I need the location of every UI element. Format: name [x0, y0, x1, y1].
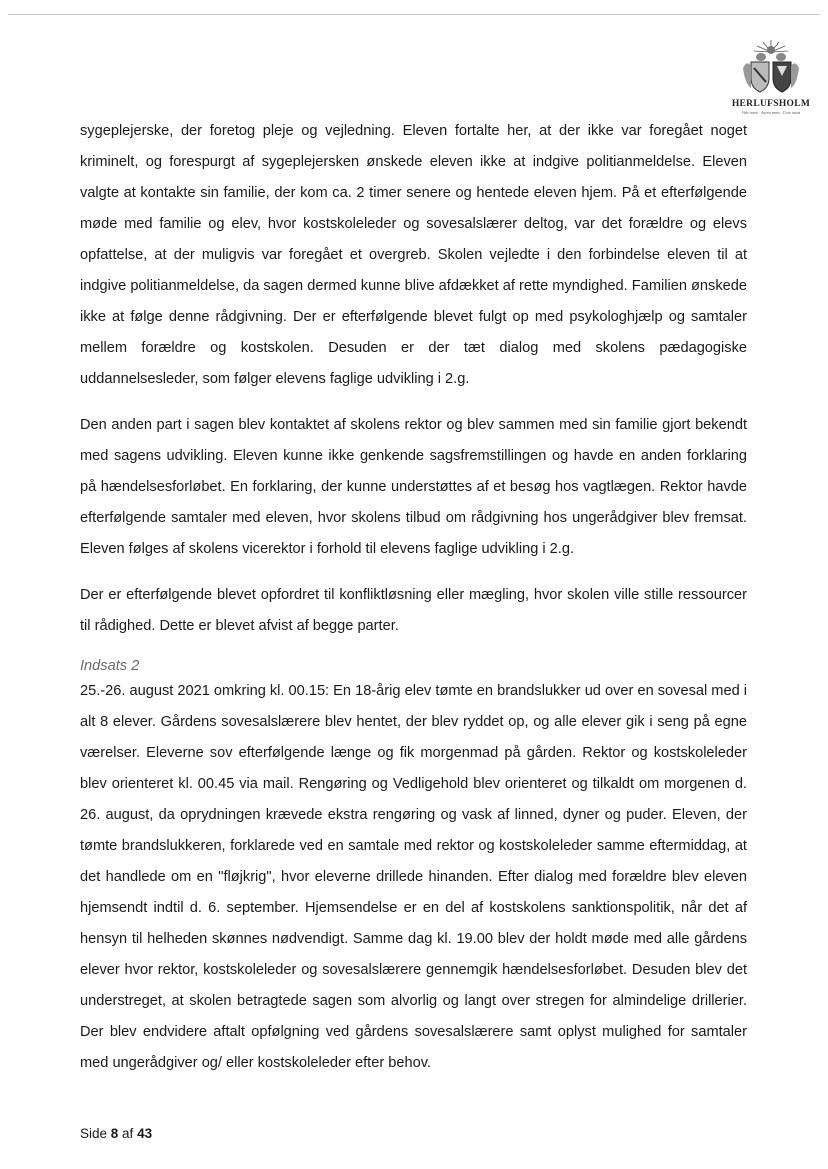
coat-of-arms-icon [739, 38, 803, 98]
logo-motto: Vide mens · Aurea mens · Cave mens [741, 110, 801, 115]
logo-wordmark: HERLUFSHOLM [731, 99, 811, 109]
paragraph-3: Der er efterfølgende blevet opfordret til konfliktløsning eller mægling, hvor skolen ville stille ressourcer til rådighed. Dette er blevet afvist af begge parter. [80, 587, 747, 634]
paragraph-4: 25.-26. august 2021 omkring kl. 00.15: En 18-årig elev tømte en brandslukker ud over en sovesal med i alt 8 elever. Gårdens sovesalslærere blev hentet, der blev ryddet op, og alle elever gik i seng på egne værelser. Eleverne sov efterfølgende længe og fik morgenmad på gården. Rektor og kostskoleleder blev orienteret kl. 00.45 via mail. Rengøring og Vedligehold blev orienteret og tilkaldt om morgenen d. 26. august, da oprydningen krævede ekstra rengøring og vask af linned, dyner og puder. Eleven, der tømte brandslukkeren, forklarede ved en samtale med rektor og kostskoleleder samme eftermiddag, at det handlede om en "fløjkrig", hvor eleverne drillede hinanden. Efter dialog med forældre blev eleven hjemsendt indtil d. 6. september. Hjemsendelse er en del af kostskolens sanktionspolitik, når det af hensyn til helheden skønnes nødvendigt. Samme dag kl. 19.00 blev der holdt møde med alle gårdens elever hvor rektor, kostskoleleder og sovesalslærere gennemgik hændelsesforløbet. Desuden blev det understreget, at skolen betragtede sagen som alvorlig og langt over stregen for almindelige drillerier. Der blev endvidere aftalt opfølgning ved gårdens sovesalslærere samt oplyst mulighed for samtaler med ungerådgiver og/ eller kostskoleleder efter behov. [80, 683, 747, 1071]
total-pages: 43 [137, 1126, 153, 1141]
paragraph-1: sygeplejerske, der foretog pleje og vejledning. Eleven fortalte her, at der ikke var foregået noget kriminelt, og forespurgt af sygeplejersken ønskede eleven ikke at indgive politianmeldelse. Eleven valgte at kontakte sin familie, der kom ca. 2 timer senere og hentede eleven hjem. På et efterfølgende møde med familie og elev, hvor kostskoleleder og sovesalslærer deltog, var det forældre og elevs opfattelse, at der muligvis var foregået et overgreb. Skolen vejledte i den forbindelse eleven til at indgive politianmeldelse, da sagen dermed kunne blive afdækket af rette myndighed. Familien ønskede ikke at følge denne rådgivning. Der er efterfølgende blevet fulgt op med psykologhjælp og samtaler mellem forældre og kostskolen. Desuden er der tæt dialog med skolens pædagogiske uddannelsesleder, som følger elevens faglige udvikling i 2.g. [80, 123, 747, 387]
header-rule [8, 14, 820, 15]
page-number [80, 1126, 152, 1141]
page-prefix: Side [80, 1126, 111, 1141]
paragraph-2: Den anden part i sagen blev kontaktet af skolens rektor og blev sammen med sin familie gjort bekendt med sagens udvikling. Eleven kunne ikke genkende sagsfremstillingen og havde en anden forklaring på hændelsesforløbet. En forklaring, der kunne understøttes af et besøg hos vagtlægen. Rektor havde efterfølgende samtaler med eleven, hvor skolens tilbud om rådgivning hos ungerådgiver blev fremsat. Eleven følges af skolens vicerektor i forhold til elevens faglige udvikling i 2.g. [80, 417, 747, 557]
page-of: af [118, 1126, 138, 1141]
section-heading: Indsats 2 [80, 658, 140, 674]
document-body [80, 116, 747, 1079]
school-logo [730, 38, 812, 120]
current-page: 8 [110, 1126, 119, 1141]
